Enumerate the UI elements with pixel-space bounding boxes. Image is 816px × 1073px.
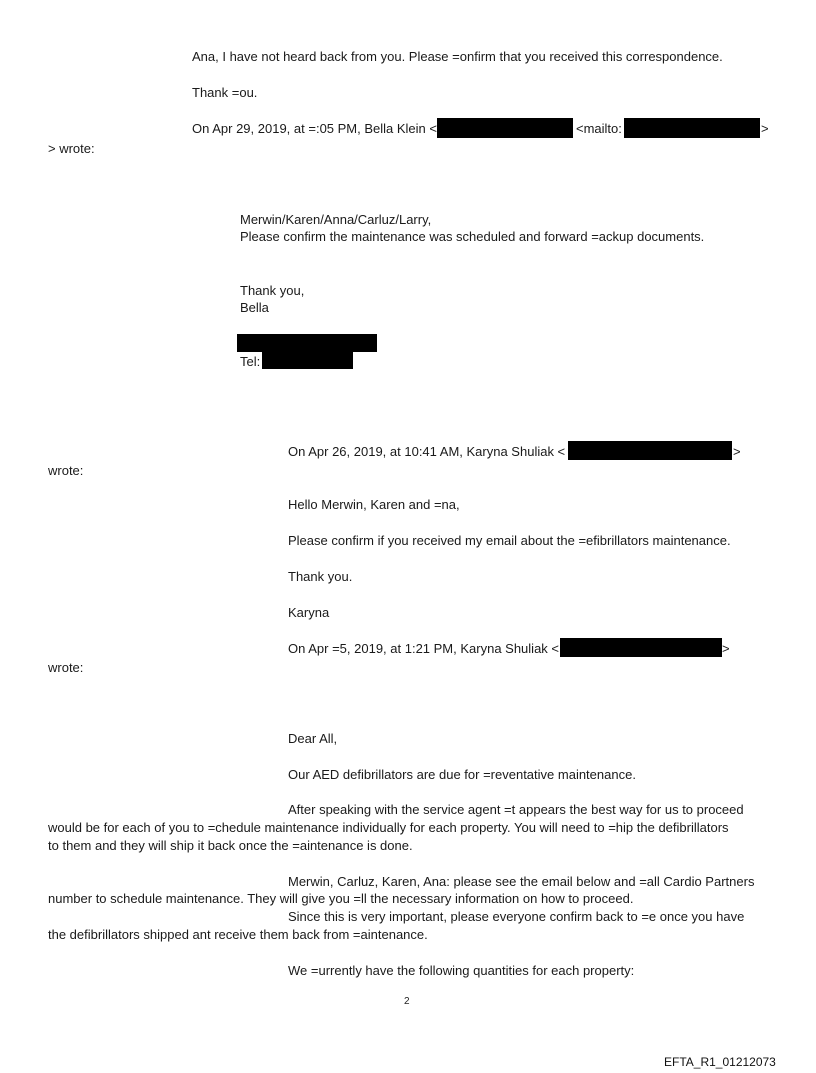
page-number: 2 <box>404 996 410 1007</box>
message-line: Hello Merwin, Karen and =na, <box>288 497 460 512</box>
redaction-box <box>437 118 573 138</box>
quote-header: On Apr 26, 2019, at 10:41 AM, Karyna Shuliak < <box>288 444 566 459</box>
message-line: Thank you. <box>288 569 353 584</box>
message-line: Thank =ou. <box>192 85 258 100</box>
message-line: We =urrently have the following quantities for each property: <box>288 963 635 978</box>
message-line: Since this is very important, please everyone confirm back to =e once you have <box>288 909 745 924</box>
quote-header-mailto: <mailto: <box>576 121 622 136</box>
quote-header-close: > <box>722 641 730 656</box>
message-line: Thank you, <box>240 283 305 298</box>
message-line: Dear All, <box>288 731 338 746</box>
redaction-box <box>237 334 377 352</box>
message-line: would be for each of you to =chedule maintenance individually for each property. You will need to =hip the defibrillators <box>48 820 729 835</box>
redaction-box <box>560 638 722 657</box>
message-line: Merwin/Karen/Anna/Carluz/Larry, <box>240 212 432 227</box>
redaction-box <box>568 441 732 460</box>
quote-wrote: wrote: <box>48 660 84 675</box>
redaction-box <box>262 352 353 369</box>
message-line: After speaking with the service agent =t appears the best way for us to proceed <box>288 802 744 817</box>
message-line: number to schedule maintenance. They will give you =ll the necessary information on how to proceed. <box>48 891 634 906</box>
signature-tel-label: Tel: <box>240 354 261 369</box>
redaction-box <box>624 118 760 138</box>
quote-header-close: > <box>761 121 769 136</box>
quote-wrote: wrote: <box>48 463 84 478</box>
message-line: Ana, I have not heard back from you. Please =onfirm that you received this correspondence. <box>192 49 723 64</box>
quote-header: On Apr 29, 2019, at =:05 PM, Bella Klein < <box>192 121 437 136</box>
message-line: Please confirm the maintenance was scheduled and forward =ackup documents. <box>240 229 705 244</box>
message-line: the defibrillators shipped ant receive them back from =aintenance. <box>48 927 428 942</box>
signature-name: Bella <box>240 300 269 315</box>
message-line: Merwin, Carluz, Karen, Ana: please see the email below and =all Cardio Partners <box>288 874 755 889</box>
message-line: Please confirm if you received my email about the =efibrillators maintenance. <box>288 533 731 548</box>
quote-header-close: > <box>733 444 741 459</box>
quote-header: On Apr =5, 2019, at 1:21 PM, Karyna Shuliak < <box>288 641 560 656</box>
signature-name: Karyna <box>288 605 330 620</box>
quote-wrote: > wrote: <box>48 141 95 156</box>
message-line: Our AED defibrillators are due for =reventative maintenance. <box>288 767 636 782</box>
message-line: to them and they will ship it back once the =aintenance is done. <box>48 838 413 853</box>
document-id: EFTA_R1_01212073 <box>664 1055 776 1069</box>
